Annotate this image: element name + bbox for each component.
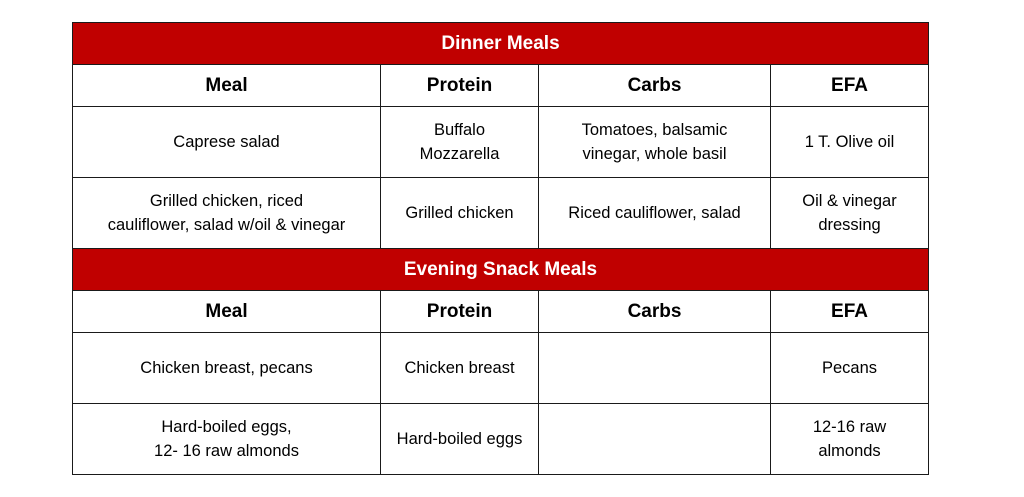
column-header-carbs: Carbs (539, 291, 771, 333)
cell-efa: 1 T. Olive oil (771, 107, 929, 178)
column-header-meal: Meal (73, 291, 381, 333)
cell-efa: Oil & vinegar dressing (771, 178, 929, 249)
cell-efa: Pecans (771, 333, 929, 404)
column-header-row (73, 291, 929, 333)
section-header-evening-snack (73, 249, 929, 291)
cell-protein: Hard-boiled eggs (381, 404, 539, 475)
cell-protein: Grilled chicken (381, 178, 539, 249)
cell-carbs (539, 333, 771, 404)
column-header-row (73, 65, 929, 107)
cell-carbs (539, 404, 771, 475)
table-row (73, 404, 929, 475)
section-header-dinner (73, 23, 929, 65)
cell-meal: Caprese salad (73, 107, 381, 178)
column-header-protein: Protein (381, 65, 539, 107)
section-title: Dinner Meals (73, 23, 929, 65)
cell-efa: 12-16 raw almonds (771, 404, 929, 475)
column-header-carbs: Carbs (539, 65, 771, 107)
table-row (73, 178, 929, 249)
table-row (73, 333, 929, 404)
cell-protein: Chicken breast (381, 333, 539, 404)
cell-meal: Grilled chicken, riced cauliflower, salad w/oil & vinegar (73, 178, 381, 249)
table-row (73, 107, 929, 178)
cell-meal: Hard-boiled eggs, 12- 16 raw almonds (73, 404, 381, 475)
column-header-meal: Meal (73, 65, 381, 107)
cell-meal: Chicken breast, pecans (73, 333, 381, 404)
column-header-efa: EFA (771, 291, 929, 333)
cell-carbs: Riced cauliflower, salad (539, 178, 771, 249)
cell-protein: Buffalo Mozzarella (381, 107, 539, 178)
section-title: Evening Snack Meals (73, 249, 929, 291)
meals-table (72, 22, 929, 475)
column-header-protein: Protein (381, 291, 539, 333)
column-header-efa: EFA (771, 65, 929, 107)
cell-carbs: Tomatoes, balsamic vinegar, whole basil (539, 107, 771, 178)
